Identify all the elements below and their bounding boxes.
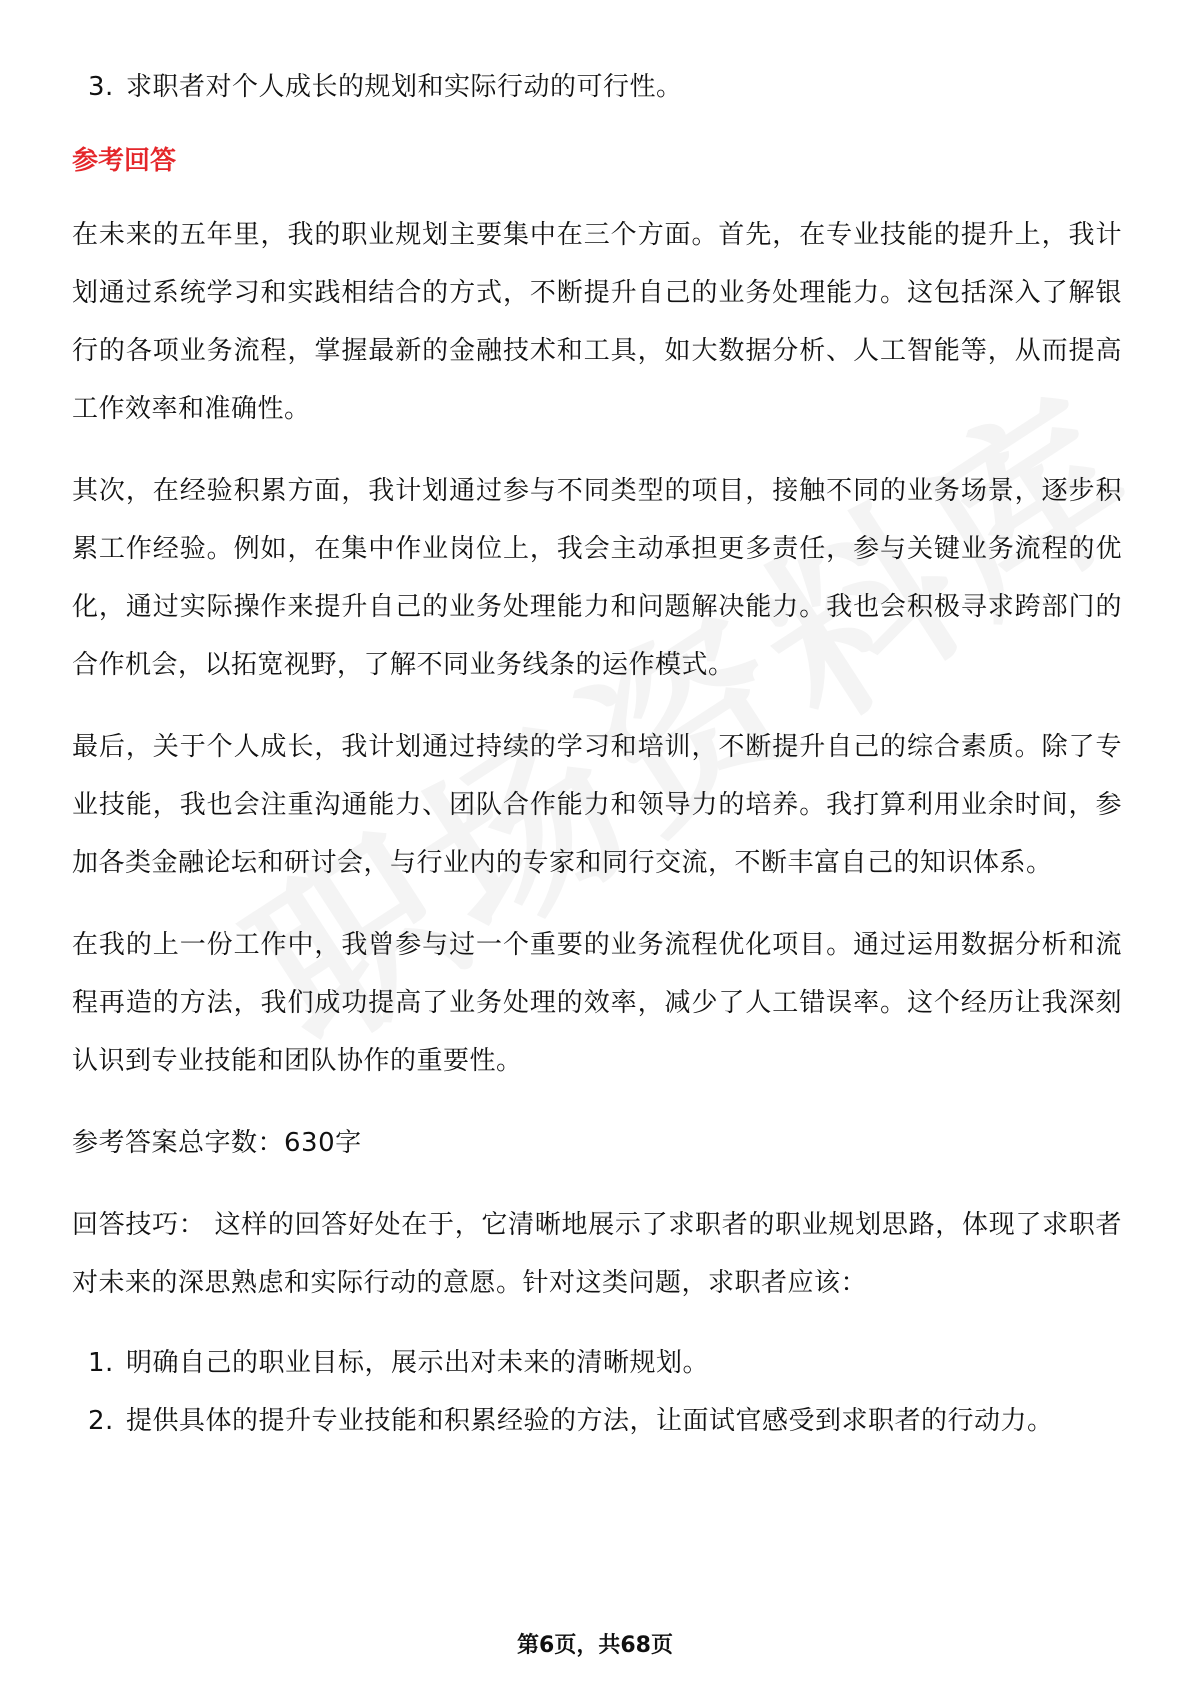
- answer-paragraph-1: 在未来的五年里，我的职业规划主要集中在三个方面。首先，在专业技能的提升上，我计划通过系统学习和实践相结合的方式，不断提升自己的业务处理能力。这包括深入了解银行的各项业务流程，掌握最新的金融技术和工具，如大数据分析、人工智能等，从而提高工作效率和准确性。: [72, 220, 1122, 424]
- answer-paragraph-4: 在我的上一份工作中，我曾参与过一个重要的业务流程优化项目。通过运用数据分析和流程再造的方法，我们成功提高了业务处理的效率，减少了人工错误率。这个经历让我深刻认识到专业技能和团队协作的重要性。: [72, 930, 1122, 1076]
- tips-list: [72, 1334, 1122, 1450]
- list-text: 提供具体的提升专业技能和积累经验的方法，让面试官感受到求职者的行动力。: [126, 1406, 1054, 1436]
- page-content: [72, 58, 1122, 1450]
- page-number-footer: 第6页，共68页: [517, 1633, 673, 1658]
- list-text: 求职者对个人成长的规划和实际行动的可行性。: [126, 72, 683, 102]
- list-number: 3.: [88, 72, 114, 102]
- list-number: 1.: [88, 1348, 114, 1378]
- list-number: 2.: [88, 1406, 114, 1436]
- list-item: [72, 1392, 1122, 1450]
- list-item: [72, 1334, 1122, 1392]
- list-text: 明确自己的职业目标，展示出对未来的清晰规划。: [126, 1348, 710, 1378]
- list-item: [72, 58, 1122, 116]
- answer-paragraph-3: 最后，关于个人成长，我计划通过持续的学习和培训，不断提升自己的综合素质。除了专业技能，我也会注重沟通能力、团队合作能力和领导力的培养。我打算利用业余时间，参加各类金融论坛和研讨会，与行业内的专家和同行交流，不断丰富自己的知识体系。: [72, 732, 1122, 878]
- section-heading: 参考回答: [72, 146, 177, 176]
- answer-paragraph-2: 其次，在经验积累方面，我计划通过参与不同类型的项目，接触不同的业务场景，逐步积累工作经验。例如，在集中作业岗位上，我会主动承担更多责任，参与关键业务流程的优化，通过实际操作来提升自己的业务处理能力和问题解决能力。我也会积极寻求跨部门的合作机会，以拓宽视野，了解不同业务线条的运作模式。: [72, 476, 1122, 680]
- tips-intro: 回答技巧： 这样的回答好处在于，它清晰地展示了求职者的职业规划思路，体现了求职者对未来的深思熟虑和实际行动的意愿。针对这类问题，求职者应该：: [72, 1210, 1122, 1298]
- word-count: 参考答案总字数：630字: [72, 1128, 362, 1158]
